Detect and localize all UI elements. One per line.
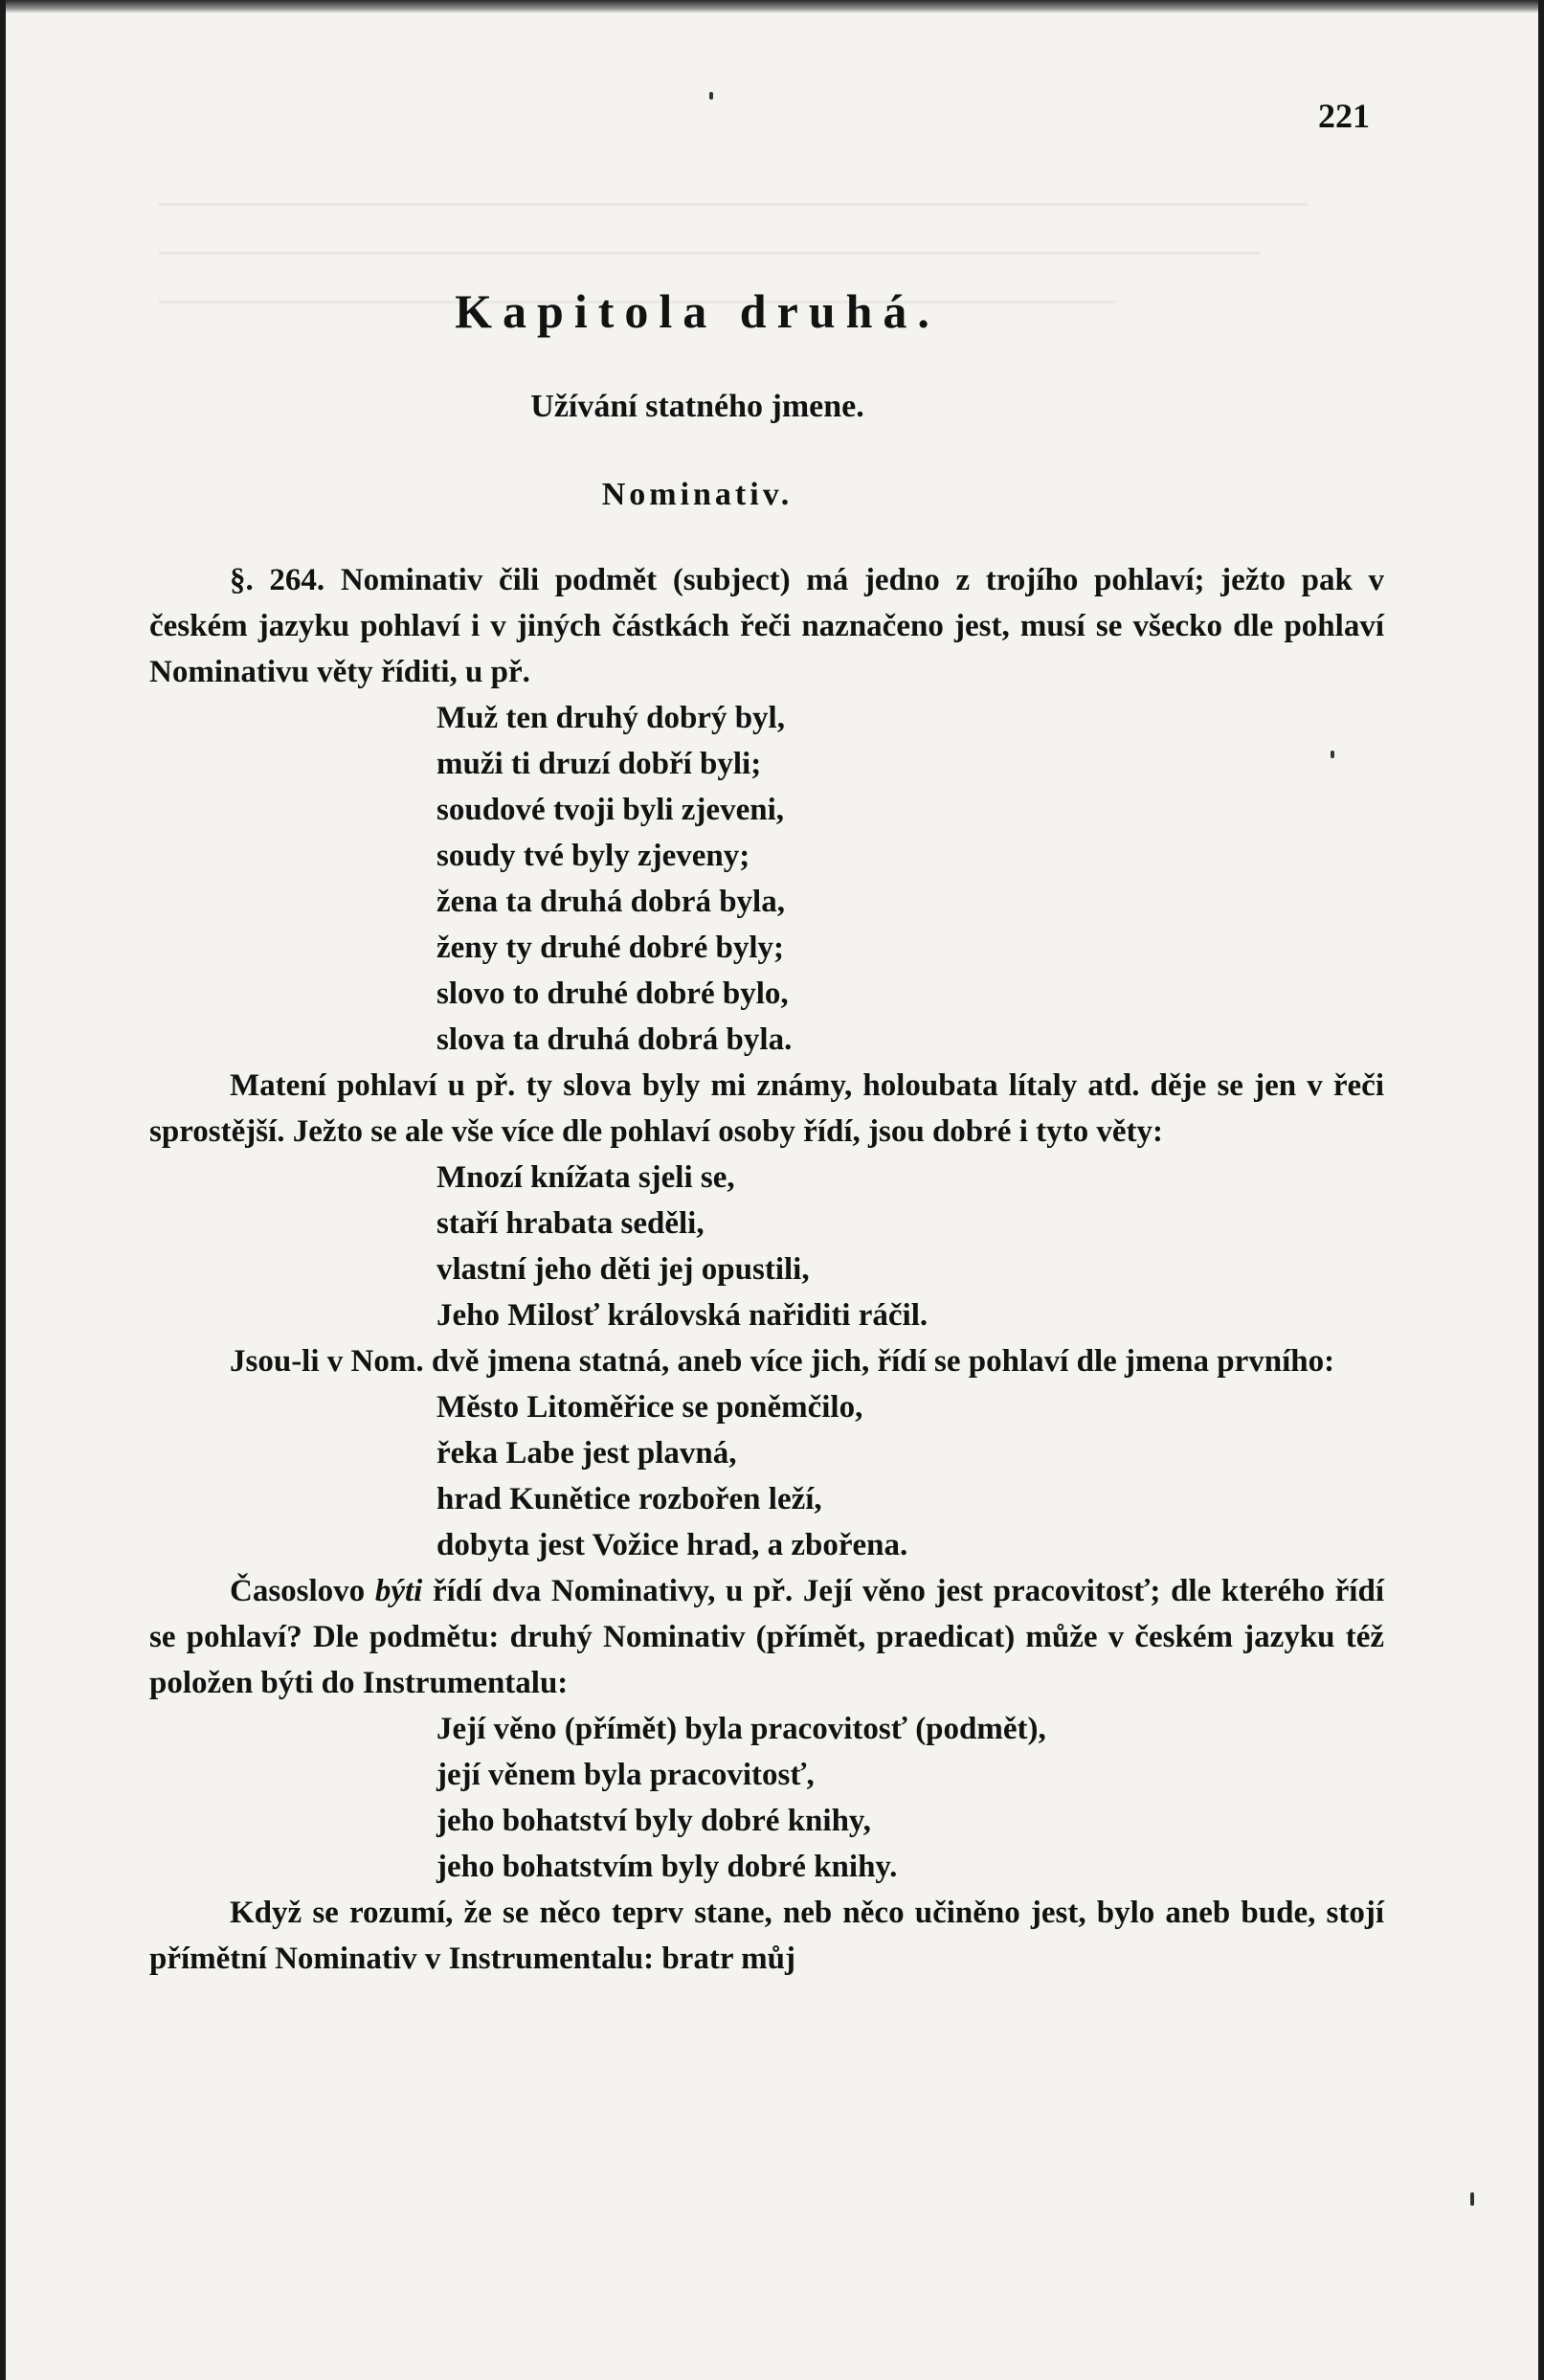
example-line: muži ti druzí dobří byli;	[436, 747, 762, 781]
example-list	[436, 1706, 1384, 1890]
section-heading: Nominativ.	[601, 477, 794, 512]
paragraph: Časoslovo býti řídí dva Nominativy, u př. Její věno jest pracovitosť; dle kterého řídí se pohlaví? Dle podmětu: druhý Nominativ (přímět, praedicat) může v českém jazyku též položen býti do Instrumentalu:	[149, 1574, 1384, 1700]
example-line: Mnozí knížata sjeli se,	[436, 1160, 735, 1195]
paragraph: Jsou-li v Nom. dvě jmena statná, aneb více jich, řídí se pohlaví dle jmena prvního:	[230, 1344, 1335, 1379]
example-line: hrad Kunětice rozbořen leží,	[436, 1482, 822, 1516]
example-line: jeho bohatstvím byly dobré knihy.	[436, 1850, 898, 1884]
example-list	[436, 1384, 1384, 1568]
example-line: jeho bohatství byly dobré knihy,	[436, 1804, 871, 1838]
paragraph: Matení pohlaví u př. ty slova byly mi známy, holoubata lítaly atd. děje se jen v řeči sprostější. Ježto se ale vše více dle pohlaví osoby řídí, jsou dobré i tyto věty:	[149, 1068, 1384, 1149]
example-line: Jeho Milosť královská nařiditi ráčil.	[436, 1298, 929, 1333]
example-line: Muž ten druhý dobrý byl,	[436, 701, 785, 735]
example-line: slovo to druhé dobré bylo,	[436, 977, 789, 1011]
example-list	[436, 695, 1384, 1063]
example-line: dobyta jest Vožice hrad, a zbořena.	[436, 1528, 908, 1562]
chapter-title: Kapitola druhá.	[455, 284, 940, 338]
ink-speck	[1470, 2192, 1474, 2206]
chapter-subtitle: Užívání statného jmene.	[530, 389, 864, 424]
example-line: soudové tvoji byli zjeveni,	[436, 793, 784, 827]
example-line: slova ta druhá dobrá byla.	[436, 1022, 793, 1057]
paragraph: Když se rozumí, že se něco teprv stane, neb něco učiněno jest, bylo aneb bude, stojí přímětní Nominativ v Instrumentalu: bratr můj	[149, 1896, 1384, 1976]
ink-speck	[709, 92, 713, 100]
example-line: její věnem byla pracovitosť,	[436, 1758, 815, 1792]
example-line: Město Litoměřice se poněmčilo,	[436, 1390, 863, 1425]
example-list	[436, 1155, 1384, 1338]
example-line: soudy tvé byly zjeveny;	[436, 839, 750, 873]
example-line: žena ta druhá dobrá byla,	[436, 885, 785, 919]
book-page	[6, 0, 1538, 2380]
example-line: řeka Labe jest plavná,	[436, 1436, 737, 1471]
body-text	[149, 557, 1384, 1982]
example-line: Její věno (přímět) byla pracovitosť (podmět),	[436, 1712, 1046, 1746]
emphasized-word: býti	[374, 1574, 423, 1608]
example-line: vlastní jeho děti jej opustili,	[436, 1252, 810, 1287]
page-number: 221	[1318, 97, 1370, 135]
paragraph: §. 264. Nominativ čili podmět (subject) má jedno z trojího pohlaví; ježto pak v českém jazyku pohlaví i v jiných částkách řeči naznačeno jest, musí se všecko dle pohlaví Nominativu věty říditi, u př.	[149, 563, 1384, 689]
example-line: ženy ty druhé dobré byly;	[436, 931, 784, 965]
page-top-edge	[6, 0, 1538, 13]
example-line: staří hrabata seděli,	[436, 1206, 705, 1241]
